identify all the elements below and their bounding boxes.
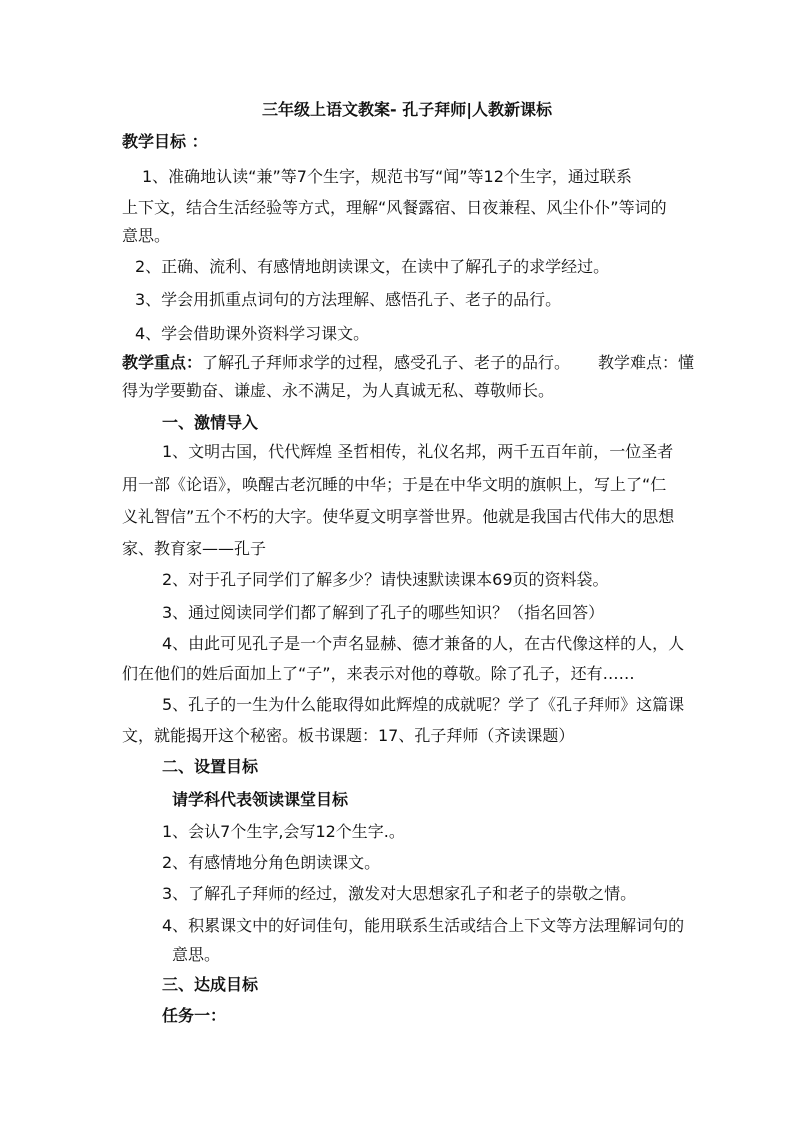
- goal-1-line-1: 1、准确地认读“兼”等7个生字，规范书写“闻”等12个生字，通过联系: [142, 167, 632, 186]
- target-2: 2、有感情地分角色朗读课文。: [162, 853, 381, 872]
- difficulty-label: 教学难点：: [598, 353, 679, 372]
- section-1-heading: 一、激情导入: [162, 413, 259, 432]
- target-3: 3、了解孔子拜师的经过，激发对大思想家孔子和老子的崇敬之情。: [162, 884, 637, 903]
- intro-p4-line-2: 们在他们的姓后面加上了“子”，来表示对他的尊敬。除了孔子，还有……: [122, 664, 635, 683]
- key-points-text: 了解孔子拜师求学的过程，感受孔子、老子的品行。: [202, 353, 571, 372]
- intro-p3: 3、通过阅读同学们都了解到了孔子的哪些知识？（指名回答）: [162, 603, 605, 622]
- key-points-line: [122, 353, 694, 373]
- section-2-subheading: 请学科代表领读课堂目标: [172, 790, 349, 809]
- intro-p1-line-1: 1、文明古国，代代辉煌 圣哲相传，礼仪名邦，两千五百年前，一位圣者: [162, 442, 674, 461]
- section-3-heading: 三、达成目标: [162, 975, 259, 994]
- document-title: 三年级上语文教案- 孔子拜师|人教新课标: [262, 100, 553, 119]
- intro-p5-line-1: 5、孔子的一生为什么能取得如此辉煌的成就呢？学了《孔子拜师》这篇课: [162, 695, 685, 714]
- difficulty-text-start: 懂: [678, 353, 695, 372]
- intro-p2: 2、对于孔子同学们了解多少？请快速默读课本69页的资料袋。: [162, 570, 609, 589]
- task-1-heading: 任务一：: [162, 1006, 227, 1025]
- goal-1-line-2: 上下文，结合生活经验等方式，理解“风餐露宿、日夜兼程、风尘仆仆”等词的: [122, 198, 667, 217]
- intro-p1-line-2: 用一部《论语》，唤醒古老沉睡的中华；于是在中华文明的旗帜上，写上了“仁: [122, 475, 667, 494]
- goal-2: 2、正确、流利、有感情地朗读课文，在读中了解孔子的求学经过。: [135, 257, 610, 276]
- intro-p5-line-2: 文，就能揭开这个秘密。板书课题：17、孔子拜师（齐读课题）: [122, 726, 575, 745]
- goal-4: 4、学会借助课外资料学习课文。: [135, 324, 370, 343]
- intro-p1-line-3: 义礼智信”五个不朽的大字。使华夏文明享誉世界。他就是我国古代伟大的思想: [122, 507, 675, 526]
- target-4-line-2: 意思。: [172, 945, 221, 964]
- goal-3: 3、学会用抓重点词句的方法理解、感悟孔子、老子的品行。: [135, 290, 562, 309]
- target-1: 1、会认7个生字,会写12个生字.。: [162, 822, 405, 841]
- key-points-label: 教学重点：: [122, 353, 203, 372]
- target-4-line-1: 4、积累课文中的好词佳句，能用联系生活或结合上下文等方法理解词句的: [162, 916, 685, 935]
- goals-heading: 教学目标 ：: [122, 132, 208, 151]
- goal-1-line-3: 意思。: [122, 226, 171, 245]
- intro-p4-line-1: 4、由此可见孔子是一个声名显赫、德才兼备的人，在古代像这样的人，人: [162, 634, 685, 653]
- intro-p1-line-4: 家、教育家——孔子: [122, 539, 267, 558]
- difficulty-text: 得为学要勤奋、谦虚、永不满足，为人真诚无私、尊敬师长。: [122, 381, 555, 400]
- section-2-heading: 二、设置目标: [162, 757, 259, 776]
